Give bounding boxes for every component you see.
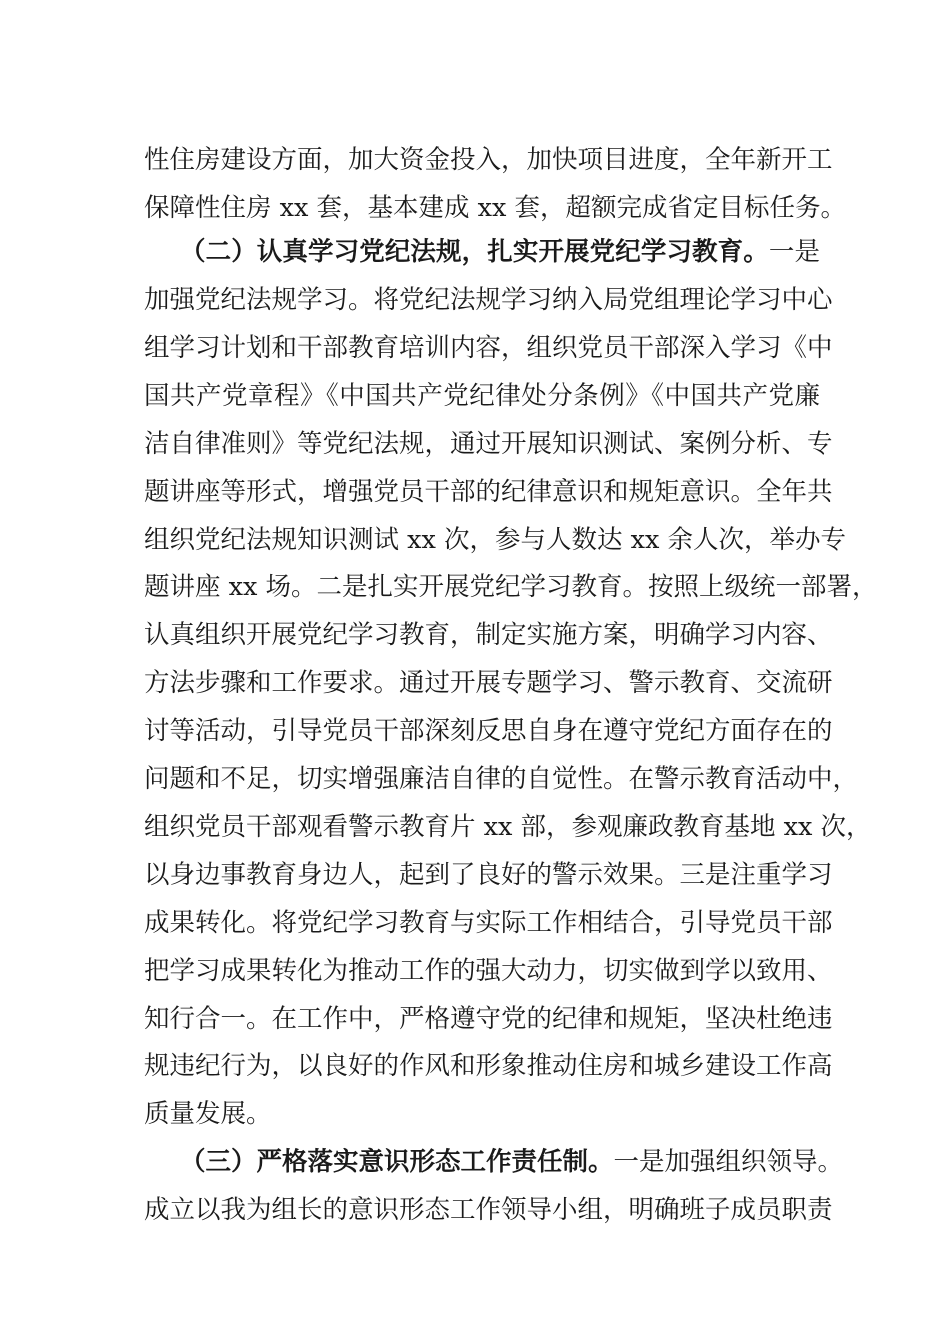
text-line: 加强党纪法规学习。将党纪法规学习纳入局党组理论学习中心 <box>144 285 833 315</box>
text-line: 以身边事教育身边人，起到了良好的警示效果。三是注重学习 <box>144 860 833 890</box>
text-line: 方法步骤和工作要求。通过开展专题学习、警示教育、交流研 <box>144 668 833 698</box>
text-line: 洁自律准则》等党纪法规，通过开展知识测试、案例分析、专 <box>144 429 833 459</box>
text-line: 国共产党章程》《中国共产党纪律处分条例》《中国共产党廉 <box>144 381 820 411</box>
text-line: 组织党员干部观看警示教育片 xx 部，参观廉政教育基地 xx 次， <box>144 812 872 842</box>
section-3-title: （三）严格落实意识形态工作责任制。 <box>180 1147 614 1177</box>
text-line: 认真组织开展党纪学习教育，制定实施方案，明确学习内容、 <box>144 620 833 650</box>
section-2-title: （二）认真学习党纪法规，扎实开展党纪学习教育。 <box>180 237 769 267</box>
text-line: 成果转化。将党纪学习教育与实际工作相结合，引导党员干部 <box>144 908 833 938</box>
text-line: 知行合一。在工作中，严格遵守党的纪律和规矩，坚决杜绝违 <box>144 1004 833 1034</box>
section-heading-3 <box>180 1147 844 1177</box>
text-line: 规违纪行为，以良好的作风和形象推动住房和城乡建设工作高 <box>144 1051 833 1081</box>
section-3-lead: 一是加强组织领导。 <box>613 1147 844 1177</box>
text-line: 题讲座 xx 场。二是扎实开展党纪学习教育。按照上级统一部署， <box>144 572 878 602</box>
text-line: 性住房建设方面，加大资金投入，加快项目进度，全年新开工 <box>144 145 833 175</box>
text-line: 把学习成果转化为推动工作的强大动力，切实做到学以致用、 <box>144 956 833 986</box>
section-heading-2 <box>180 237 820 267</box>
text-line: 成立以我为组长的意识形态工作领导小组，明确班子成员职责 <box>144 1195 833 1225</box>
text-line: 题讲座等形式，增强党员干部的纪律意识和规矩意识。全年共 <box>144 477 833 507</box>
text-line: 质量发展。 <box>144 1099 272 1129</box>
text-line: 问题和不足，切实增强廉洁自律的自觉性。在警示教育活动中， <box>144 764 859 794</box>
text-line: 组织党纪法规知识测试 xx 次，参与人数达 xx 余人次，举办专 <box>144 525 846 555</box>
text-line: 保障性住房 xx 套，基本建成 xx 套，超额完成省定目标任务。 <box>144 193 846 223</box>
section-2-lead: 一是 <box>768 237 820 267</box>
text-line: 讨等活动，引导党员干部深刻反思自身在遵守党纪方面存在的 <box>144 716 833 746</box>
text-line: 组学习计划和干部教育培训内容，组织党员干部深入学习《中 <box>144 333 833 363</box>
